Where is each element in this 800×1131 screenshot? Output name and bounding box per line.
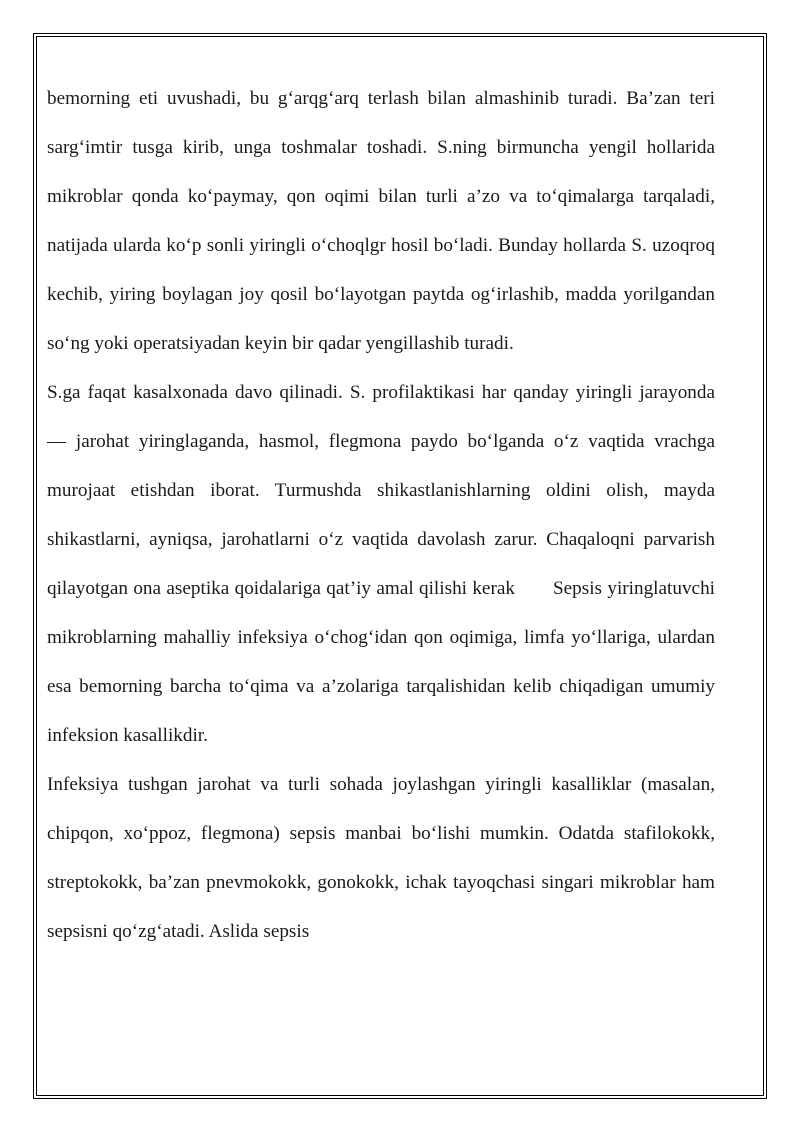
paragraph-1 [47,74,715,368]
paragraph-2-text-b: Sepsis yiringlatuvchi mikroblarning mahalliy infeksiya o‘chog‘idan qon oqimiga, limfa yo‘llariga, ulardan esa bemorning barcha to‘qima va a’zolariga tarqalishidan kelib chiqadigan umumiy infeksion kasallikdir. [47,578,715,746]
paragraph-1-text: bemorning eti uvushadi, bu g‘arqg‘arq terlash bilan almashinib turadi. Ba’zan teri sarg‘imtir tusga kirib, unga toshmalar toshadi. S.ning birmuncha yengil hollarida mikroblar qonda ko‘paymay, qon oqimi bilan turli a’zo va to‘qimalarga tarqaladi, natijada ularda ko‘p sonli yiringli o‘choqlgr hosil bo‘ladi. Bunday hollarda S. uzoqroq kechib, yiring boylagan joy qosil bo‘layotgan paytda og‘irlashib, madda yorilgandan so‘ng yoki operatsiyadan keyin bir qadar yengillashib turadi. [47,88,715,354]
paragraph-3-text: Infeksiya tushgan jarohat va turli sohada joylashgan yiringli kasalliklar (masalan, chipqon, xo‘ppoz, flegmona) sepsis manbai bo‘lishi mumkin. Odatda stafilokokk, streptokokk, ba’zan pnevmokokk, gonokokk, ichak tayoqchasi singari mikroblar ham sepsisni qo‘zg‘atadi. Aslida sepsis [47,774,715,942]
paragraph-3 [47,760,715,956]
paragraph-2 [47,368,715,760]
document-body [47,74,715,956]
paragraph-2-text-a: S.ga faqat kasalxonada davo qilinadi. S. profilaktikasi har qanday yiringli jarayonda — jarohat yiringlaganda, hasmol, flegmona paydo bo‘lganda o‘z vaqtida vrachga murojaat etishdan iborat. Turmushda shikastlanishlarning oldini olish, mayda shikastlarni, ayniqsa, jarohatlarni o‘z vaqtida davolash zarur. Chaqaloqni parvarish qilayotgan ona aseptika qoidalariga qat’iy amal qilishi kerak [47,382,715,599]
